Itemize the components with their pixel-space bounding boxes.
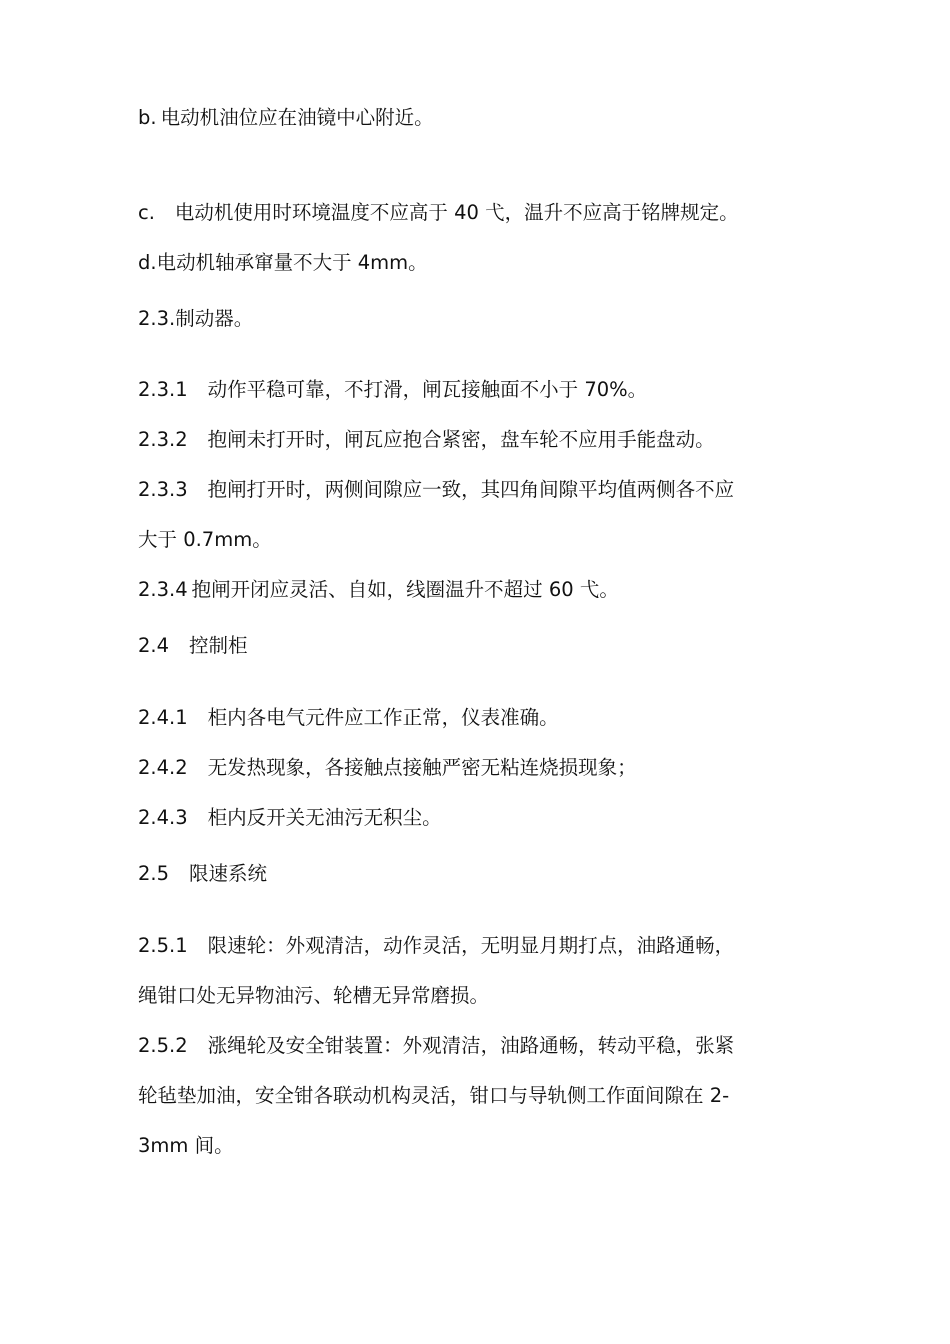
item-2-4-3 bbox=[138, 803, 828, 833]
section-2-4-heading bbox=[138, 631, 828, 661]
item-2-5-1-continued bbox=[138, 981, 828, 1011]
item-number: c. bbox=[138, 201, 155, 224]
item-c bbox=[138, 198, 828, 228]
item-text: 绳钳口处无异物油污、轮槽无异常磨损。 bbox=[138, 984, 490, 1007]
item-text: 柜内各电气元件应工作正常，仪表准确。 bbox=[207, 706, 559, 729]
item-number: 2.3.2 bbox=[138, 428, 188, 451]
item-2-3-3-continued bbox=[138, 525, 828, 555]
item-text: 轮毡垫加油，安全钳各联动机构灵活，钳口与导轨侧工作面间隙在 2- bbox=[138, 1084, 730, 1107]
item-number: 2.3.4 bbox=[138, 578, 188, 601]
item-number: 2.3.3 bbox=[138, 478, 188, 501]
item-2-3-4 bbox=[138, 575, 828, 605]
item-number: 2.4.1 bbox=[138, 706, 188, 729]
section-2-3-heading bbox=[138, 304, 828, 334]
section-2-5-heading bbox=[138, 859, 828, 889]
item-2-5-2-continued bbox=[138, 1081, 828, 1111]
item-number: 2.5.1 bbox=[138, 934, 188, 957]
item-2-4-1 bbox=[138, 703, 828, 733]
item-number: 2.4.3 bbox=[138, 806, 188, 829]
item-text: 电动机轴承窜量不大于 4mm。 bbox=[156, 251, 428, 274]
item-text: 电动机油位应在油镜中心附近。 bbox=[160, 106, 434, 129]
item-number: 2.3. bbox=[138, 307, 176, 330]
item-number: d. bbox=[138, 251, 157, 274]
item-number: 2.5 bbox=[138, 862, 170, 885]
item-2-3-3 bbox=[138, 475, 828, 505]
item-number: 2.4.2 bbox=[138, 756, 188, 779]
item-number: b. bbox=[138, 106, 157, 129]
item-2-3-1 bbox=[138, 375, 828, 405]
item-d bbox=[138, 248, 828, 278]
item-number: 2.3.1 bbox=[138, 378, 188, 401]
item-2-3-2 bbox=[138, 425, 828, 455]
item-2-5-2 bbox=[138, 1031, 828, 1061]
item-text: 限速轮：外观清洁，动作灵活，无明显月期打点，油路通畅， bbox=[207, 934, 735, 957]
item-text: 3mm 间。 bbox=[138, 1134, 234, 1157]
item-text: 柜内反开关无油污无积尘。 bbox=[207, 806, 442, 829]
item-text: 大于 0.7mm。 bbox=[138, 528, 272, 551]
item-text: 电动机使用时环境温度不应高于 40 弋，温升不应高于铭牌规定。 bbox=[174, 201, 739, 224]
item-number: 2.5.2 bbox=[138, 1034, 188, 1057]
item-text: 控制柜 bbox=[189, 634, 248, 657]
item-text: 限速系统 bbox=[189, 862, 268, 885]
item-b bbox=[138, 103, 828, 133]
item-2-5-1 bbox=[138, 931, 828, 961]
item-text: 涨绳轮及安全钳装置：外观清洁，油路通畅，转动平稳，张紧 bbox=[207, 1034, 735, 1057]
item-text: 抱闸开闭应灵活、自如，线圈温升不超过 60 弋。 bbox=[191, 578, 619, 601]
item-text: 制动器。 bbox=[175, 307, 254, 330]
item-text: 动作平稳可靠，不打滑，闸瓦接触面不小于 70%。 bbox=[207, 378, 648, 401]
item-text: 抱闸未打开时，闸瓦应抱合紧密，盘车轮不应用手能盘动。 bbox=[207, 428, 715, 451]
item-text: 无发热现象，各接触点接触严密无粘连烧损现象； bbox=[207, 756, 637, 779]
item-2-5-2-continued-2 bbox=[138, 1131, 828, 1161]
item-2-4-2 bbox=[138, 753, 828, 783]
item-number: 2.4 bbox=[138, 634, 170, 657]
item-text: 抱闸打开时，两侧间隙应一致，其四角间隙平均值两侧各不应 bbox=[207, 478, 735, 501]
